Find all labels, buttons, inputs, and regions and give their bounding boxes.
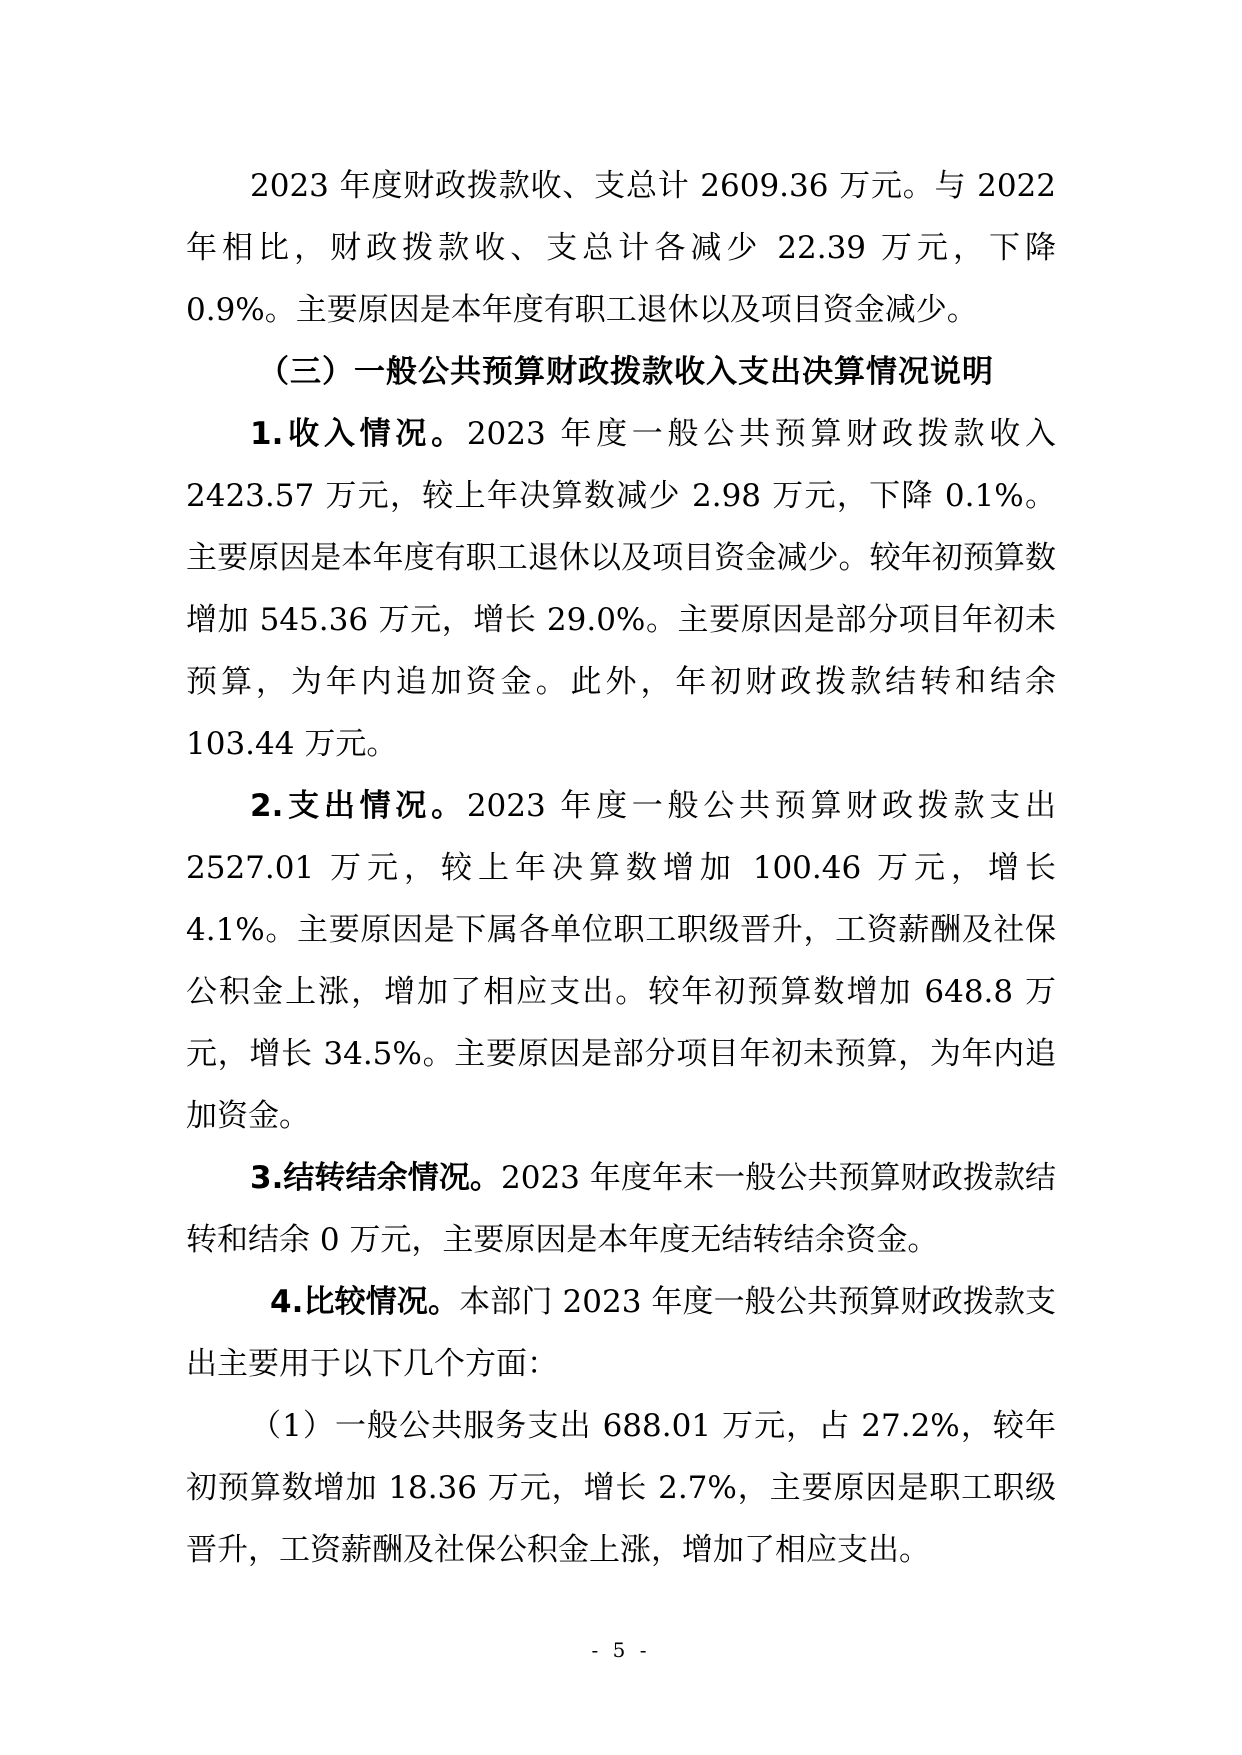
document-body bbox=[186, 155, 1056, 1581]
paragraph-carryover bbox=[186, 1147, 1056, 1271]
paragraph-lead: 4.比较情况。 bbox=[270, 1284, 460, 1320]
section-heading: （三）一般公共预算财政拨款收入支出决算情况说明 bbox=[258, 354, 994, 390]
paragraph-text: 2023 年度财政拨款收、支总计 2609.36 万元。与 2022 年相比，财政拨款收、支总计各减少 22.39 万元，下降 0.9%。主要原因是本年度有职工退休以及项目资金减少。 bbox=[186, 168, 1056, 328]
paragraph-total-summary bbox=[186, 155, 1056, 341]
paragraph-text: 2023 年度一般公共预算财政拨款支出 2527.01 万元，较上年决算数增加 100.46 万元，增长 4.1%。主要原因是下属各单位职工职级晋升，工资薪酬及社保公积金上涨，增加了相应支出。较年初预算数增加 648.8 万元，增长 34.5%。主要原因是部分项目年初未预算，为年内追加资金。 bbox=[186, 788, 1056, 1134]
paragraph-text: 2023 年度一般公共预算财政拨款收入 2423.57 万元，较上年决算数减少 2.98 万元，下降 0.1%。主要原因是本年度有职工退休以及项目资金减少。较年初预算数增加 545.36 万元，增长 29.0%。主要原因是部分项目年初未预算，为年内追加资金。此外，年初财政拨款结转和结余 103.44 万元。 bbox=[186, 416, 1056, 762]
paragraph-lead: 1.收入情况。 bbox=[250, 416, 467, 452]
paragraph-text: 2023 年度年末一般公共预算财政拨款结转和结余 0 万元，主要原因是本年度无结转结余资金。 bbox=[186, 1160, 1056, 1258]
paragraph-public-service bbox=[186, 1395, 1056, 1581]
paragraph-income bbox=[186, 403, 1056, 775]
paragraph-expenditure bbox=[186, 775, 1056, 1147]
paragraph-text: 本部门 2023 年度一般公共预算财政拨款支出主要用于以下几个方面： bbox=[186, 1284, 1056, 1382]
paragraph-text: （1）一般公共服务支出 688.01 万元，占 27.2%，较年初预算数增加 18.36 万元，增长 2.7%，主要原因是职工职级晋升，工资薪酬及社保公积金上涨，增加了相应支出。 bbox=[186, 1408, 1056, 1568]
paragraph-lead: 2.支出情况。 bbox=[250, 788, 467, 824]
paragraph-comparison bbox=[186, 1271, 1056, 1395]
paragraph-lead: 3.结转结余情况。 bbox=[250, 1160, 502, 1196]
page-number: - 5 - bbox=[591, 1638, 651, 1662]
